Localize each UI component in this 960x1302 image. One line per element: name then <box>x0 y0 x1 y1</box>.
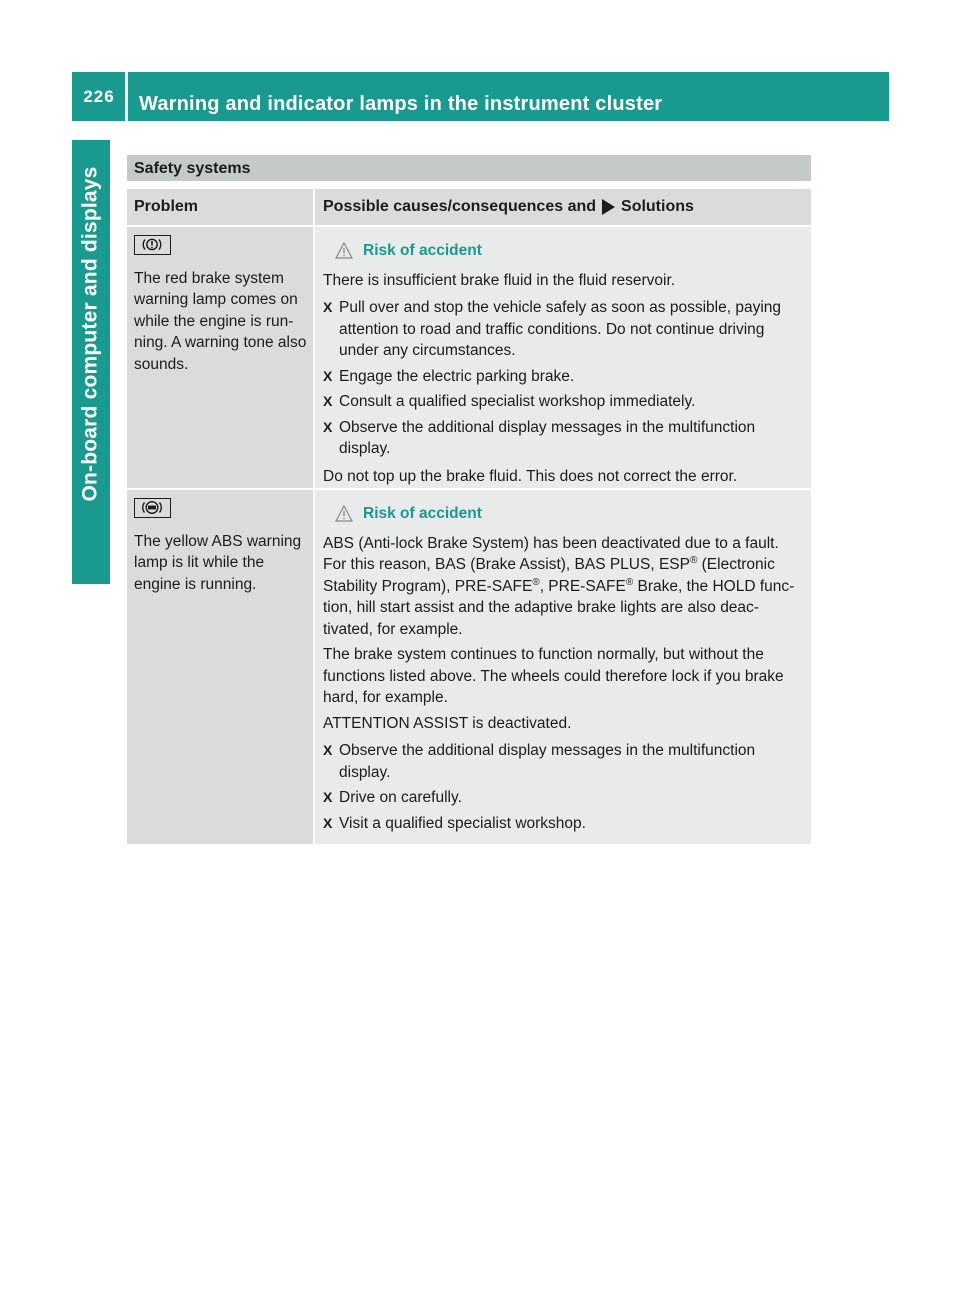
risk-warning-label: Risk of accident <box>363 505 482 522</box>
column-header-solutions-label: Solutions <box>621 198 694 215</box>
safety-systems-table <box>127 155 811 844</box>
cause-text: ABS (Anti-lock Brake System) has been deactivated due to a fault. For this reason, BAS (Brake Assist), BAS PLUS, ESP® (Electronic Stability Program), PRE-SAFE®, PRE-SAFE® Brake, the HOLD func-tion, hill start assist and the adaptive brake lights are also deac-tivated, for example. <box>323 534 795 638</box>
cause-text: There is insufficient brake fluid in the fluid reservoir. <box>323 271 676 289</box>
section-title: Safety systems <box>127 155 811 181</box>
column-header-problem: Problem <box>127 189 313 225</box>
step-marker: X <box>323 742 333 758</box>
solution-step: X Drive on carefully. <box>323 787 805 809</box>
brake-warning-lamp-icon <box>134 235 171 255</box>
note-text: Do not top up the brake fluid. This does not correct the error. <box>323 467 738 485</box>
solution-step: X Engage the electric parking brake. <box>323 366 805 388</box>
step-marker: X <box>323 418 333 435</box>
step-marker: X <box>323 367 333 384</box>
solution-step: X Observe the additional display messages in the multifunction display. <box>323 417 805 460</box>
step-marker: X <box>323 789 333 805</box>
header-divider <box>125 72 128 121</box>
step-marker: X <box>323 299 333 315</box>
problem-text: The yellow ABS warning lamp is lit while the engine is running. <box>134 532 302 593</box>
step-marker: X <box>323 814 333 831</box>
step-marker: X <box>323 393 333 409</box>
attention-assist-text: ATTENTION ASSIST is deactivated. <box>323 714 572 732</box>
solution-cell <box>315 490 811 844</box>
page-title: Warning and indicator lamps in the instrument cluster <box>139 93 663 115</box>
risk-warning <box>335 240 805 262</box>
solution-step: X Pull over and stop the vehicle safely as soon as possible, paying attention to road and traffic conditions. Do not continue driving under any circumstances. <box>323 297 805 362</box>
side-tab-label: On-board computer and displays <box>79 166 102 502</box>
solution-step: X Consult a qualified specialist workshop immediately. <box>323 391 805 413</box>
problem-cell <box>127 490 313 844</box>
table-row <box>127 490 811 844</box>
warning-triangle-icon <box>335 242 353 259</box>
problem-text: The red brake system warning lamp comes on while the engine is run-ning. A warning tone also sounds. <box>134 269 307 373</box>
problem-cell <box>127 227 313 488</box>
column-header-causes-label: Possible causes/consequences and <box>323 198 597 215</box>
risk-warning-label: Risk of accident <box>363 242 482 259</box>
solution-cell <box>315 227 811 488</box>
column-header-causes <box>315 189 811 225</box>
side-tab-label-wrap <box>72 140 110 528</box>
consequence-text: The brake system continues to function normally, but without the functions listed above. The wheels could therefore lock if you brake hard, for example. <box>323 646 784 706</box>
risk-warning <box>335 503 805 525</box>
column-headers <box>127 189 811 225</box>
triangle-arrow-icon <box>602 199 615 215</box>
solution-step: X Visit a qualified specialist workshop. <box>323 813 805 835</box>
abs-warning-lamp-icon <box>134 498 171 518</box>
page-number: 226 <box>83 87 115 106</box>
warning-triangle-icon <box>335 505 353 522</box>
table-row <box>127 227 811 488</box>
solution-step: X Observe the additional display messages in the multifunction display. <box>323 740 805 783</box>
